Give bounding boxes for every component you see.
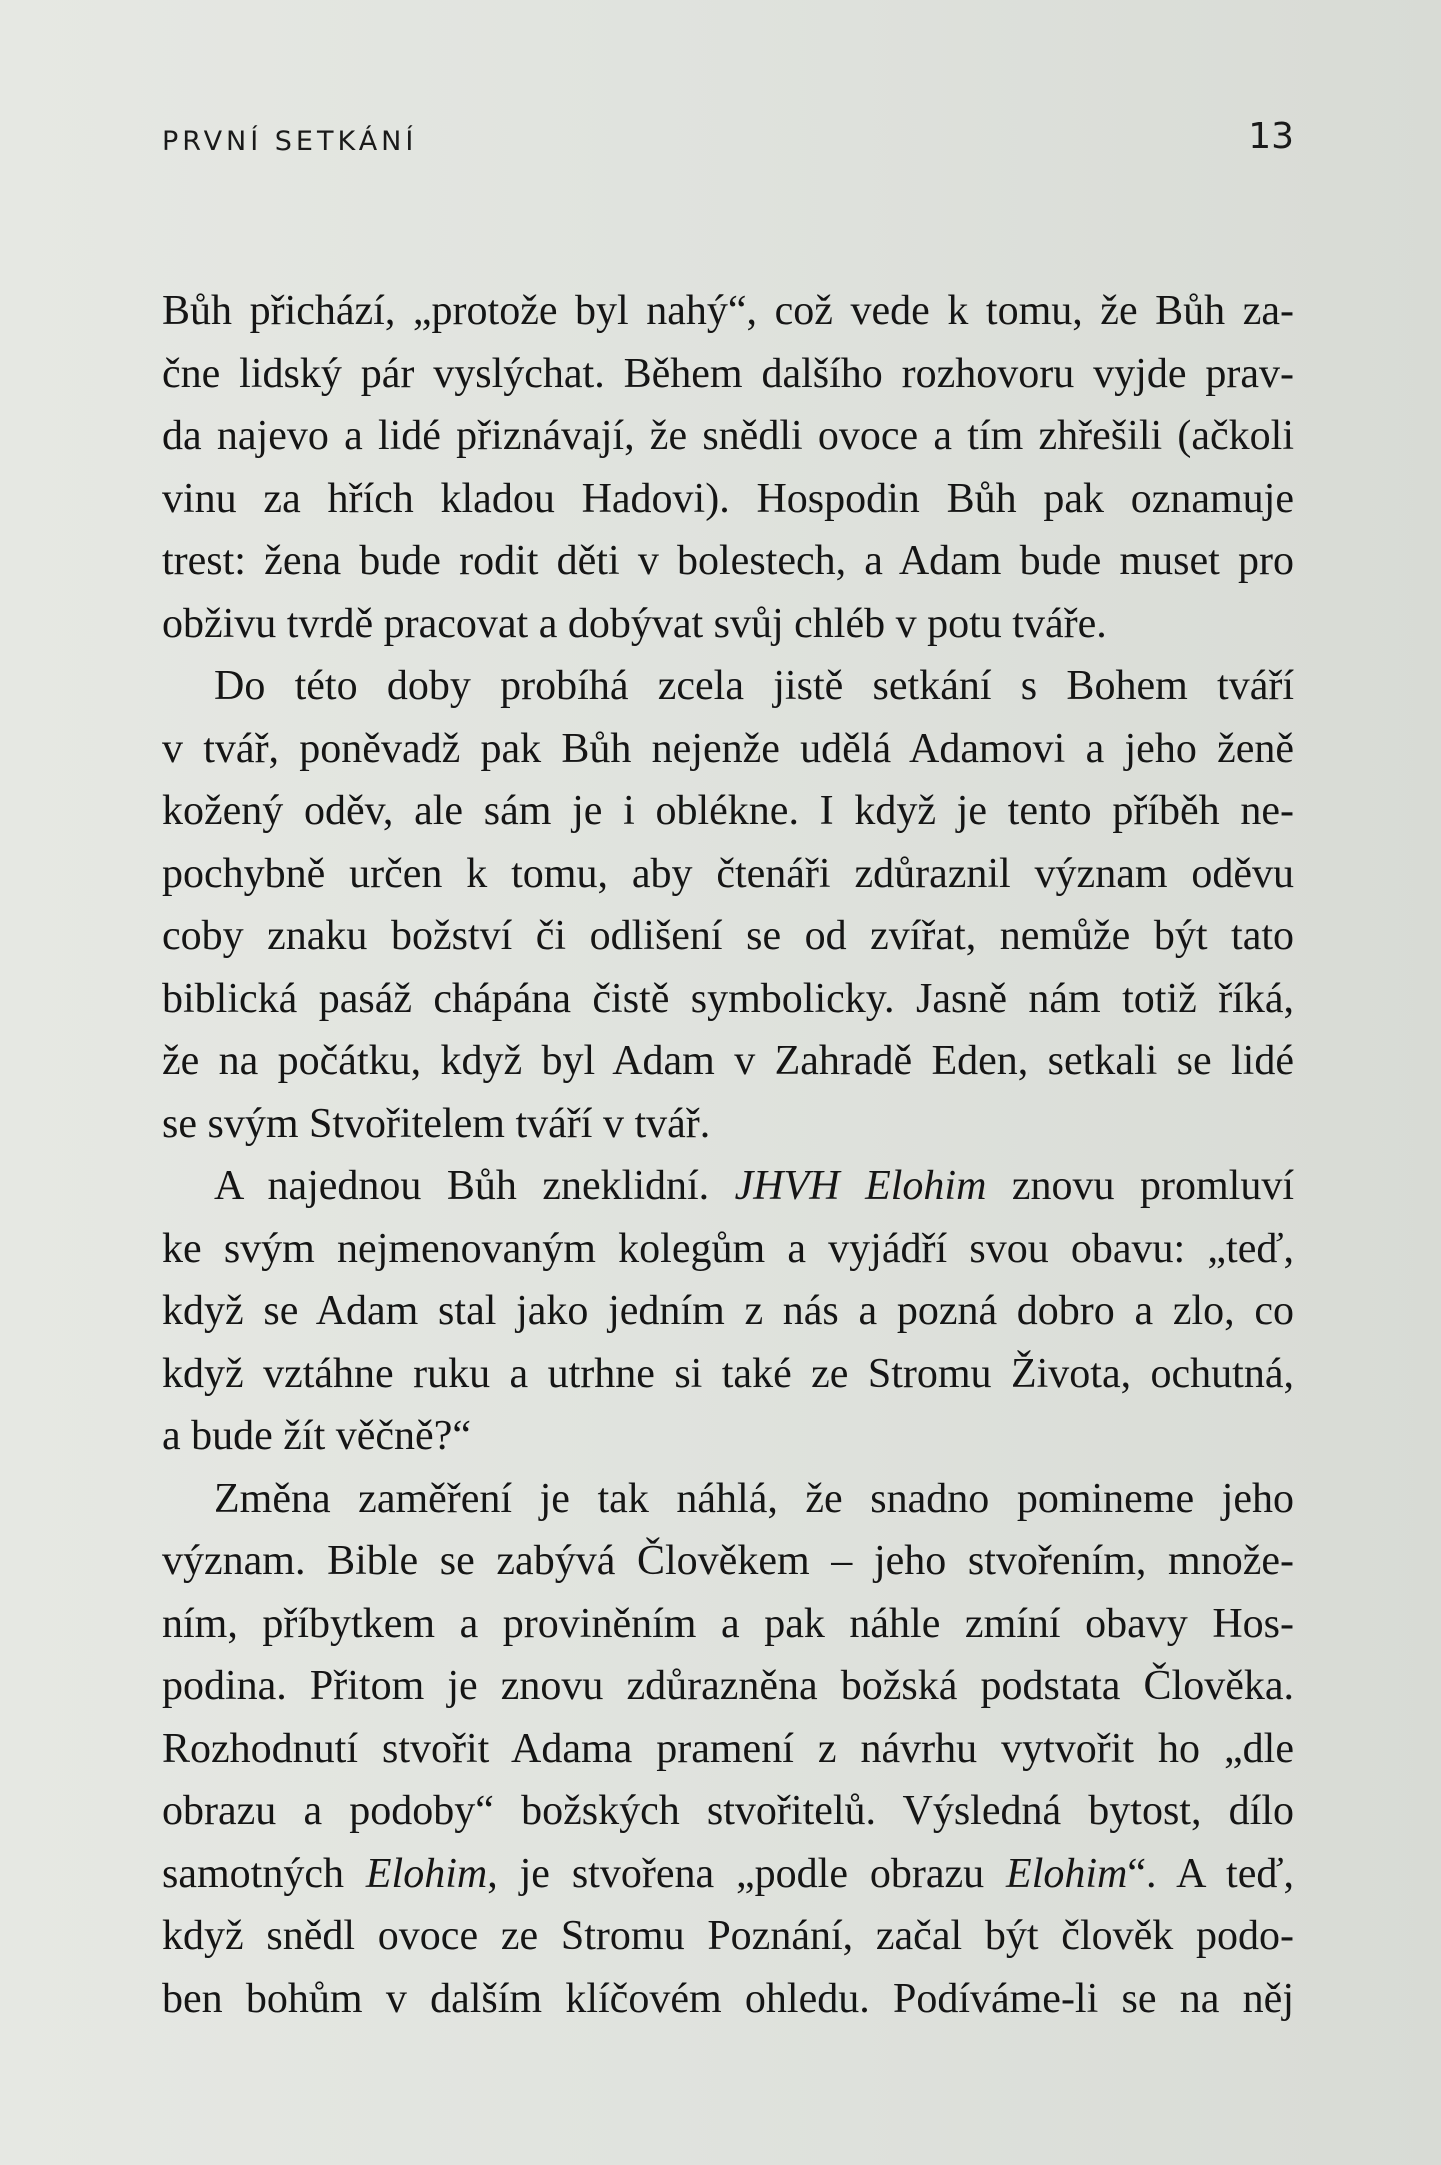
- text-line: v tvář, poněvadž pak Bůh nejenže udělá Adamovi a jeho ženě: [162, 725, 1294, 772]
- text-run: samotných: [162, 1850, 366, 1897]
- text-line: když se Adam stal jako jedním z nás a pozná dobro a zlo, co: [162, 1288, 1294, 1334]
- text-line: ním, příbytkem a proviněním a pak náhle zmíní obavy Hos-: [162, 1600, 1294, 1647]
- text-line: a bude žít věčně?“: [162, 1413, 471, 1459]
- text-line: vinu za hřích kladou Hadovi). Hospodin Bůh pak oznamuje: [162, 475, 1294, 522]
- text-line: ke svým nejmenovaným kolegům a vyjádří svou obavu: „teď,: [162, 1225, 1294, 1272]
- italic-term: JHVH Elohim: [734, 1163, 987, 1209]
- running-header: [162, 116, 1294, 176]
- text-line: obživu tvrdě pracovat a dobývat svůj chléb v potu tváře.: [162, 600, 1107, 647]
- text-line: trest: žena bude rodit děti v bolestech, a Adam bude muset pro: [162, 538, 1294, 584]
- text-line: kožený oděv, ale sám je i oblékne. I když je tento příběh ne-: [162, 788, 1294, 834]
- text-line: se svým Stvořitelem tváří v tvář.: [162, 1100, 711, 1147]
- text-line: když vztáhne ruku a utrhne si také ze Stromu Života, ochutná,: [162, 1350, 1294, 1397]
- body-text: [162, 280, 1294, 2030]
- text-line: podina. Přitom je znovu zdůrazněna božská podstata Člověka.: [162, 1663, 1294, 1709]
- text-line: že na počátku, když byl Adam v Zahradě Eden, setkali se lidé: [162, 1038, 1294, 1084]
- text-run: , je stvořena „podle obrazu: [487, 1850, 1007, 1897]
- text-line: Rozhodnutí stvořit Adama pramení z návrhu vytvořit ho „dle: [162, 1725, 1294, 1772]
- text-line: pochybně určen k tomu, aby čtenáři zdůraznil význam oděvu: [162, 850, 1294, 897]
- text-line: [162, 1155, 1294, 1218]
- text-line: Do této doby probíhá zcela jistě setkání s Bohem tváří: [214, 663, 1294, 709]
- text-line: když snědl ovoce ze Stromu Poznání, začal být člověk podo-: [162, 1913, 1294, 1959]
- italic-term: Elohim: [365, 1850, 488, 1897]
- text-line: obrazu a podoby“ božských stvořitelů. Výsledná bytost, dílo: [162, 1788, 1294, 1834]
- text-line: čne lidský pár vyslýchat. Během dalšího rozhovoru vyjde prav-: [162, 350, 1294, 397]
- text-line: Bůh přichází, „protože byl nahý“, což vede k tomu, že Bůh za-: [162, 288, 1294, 334]
- text-line: da najevo a lidé přiznávají, že snědli ovoce a tím zhřešili (ačkoli: [162, 413, 1294, 459]
- text-line: [162, 1843, 1294, 1906]
- italic-term: Elohim: [1006, 1850, 1128, 1897]
- text-run: A najednou Bůh zneklidní.: [214, 1163, 735, 1209]
- text-line: Změna zaměření je tak náhlá, že snadno pomineme jeho: [214, 1475, 1294, 1522]
- text-line: význam. Bible se zabývá Člověkem – jeho stvořením, množe-: [162, 1538, 1294, 1584]
- text-line: coby znaku božství či odlišení se od zvířat, nemůže být tato: [162, 913, 1294, 959]
- text-line: ben bohům v dalším klíčovém ohledu. Podíváme-li se na něj: [162, 1975, 1294, 2022]
- text-line: biblická pasáž chápána čistě symbolicky. Jasně nám totiž říká,: [162, 975, 1294, 1022]
- text-run: “. A teď,: [1127, 1850, 1294, 1897]
- page-number: 13: [1248, 116, 1294, 157]
- text-run: znovu promluví: [986, 1163, 1294, 1209]
- chapter-title: PRVNÍ SETKÁNÍ: [162, 126, 418, 157]
